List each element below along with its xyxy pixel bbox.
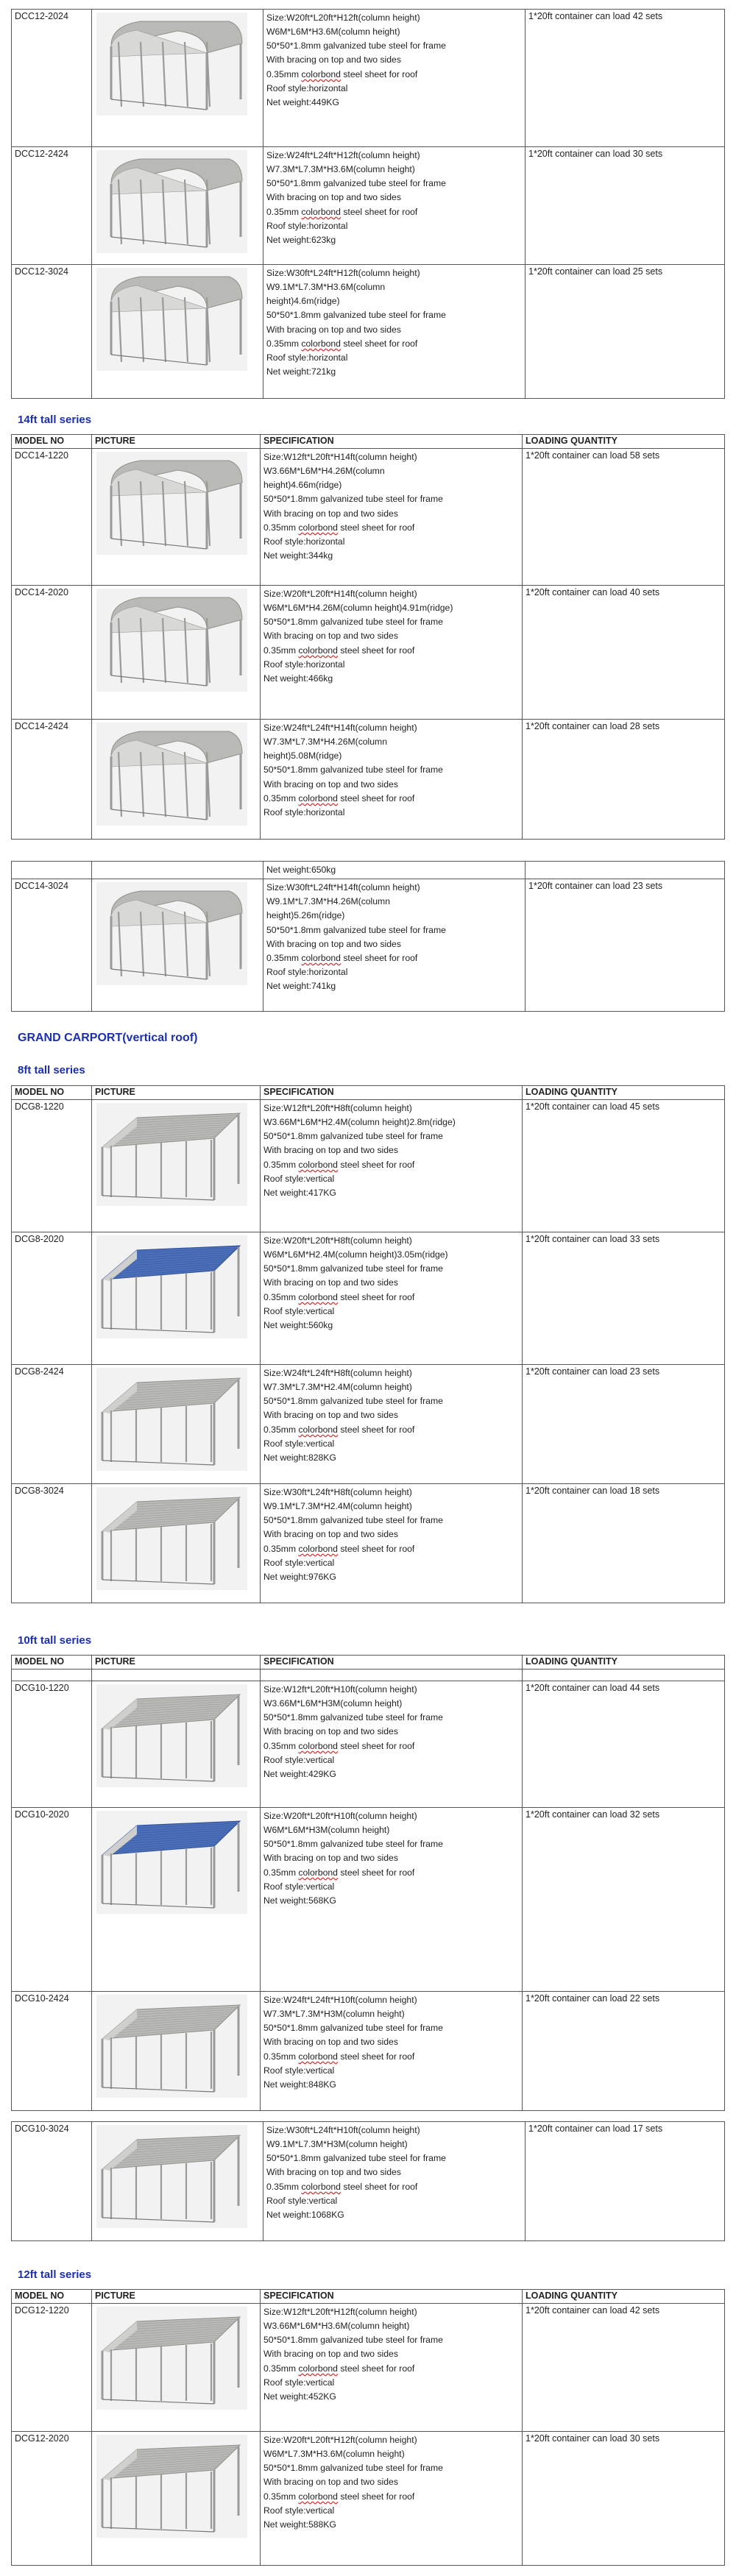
spec-line: Net weight:560kg	[263, 1319, 333, 1330]
header-loading: LOADING QUANTITY	[523, 1086, 725, 1100]
model-no: DCC14-3024	[12, 879, 92, 1012]
spec-line: W9.1M*L7.3M*H2.4M(column height)	[263, 1501, 412, 1512]
spec-line: Size:W20ft*L20ft*H14ft(column height)	[263, 589, 417, 599]
spec-line: 0.35mm colorbond steel sheet for roof	[266, 68, 418, 79]
loading-quantity: 1*20ft container can load 18 sets	[523, 1484, 725, 1603]
spec-line: Size:W24ft*L24ft*H12ft(column height)	[266, 150, 420, 160]
spec-line: Roof style:horizontal	[263, 806, 345, 817]
colorbond-word: colorbond	[298, 1543, 338, 1554]
spec-line: 50*50*1.8mm galvanized tube steel for frame	[263, 2463, 443, 2474]
spec-line: 50*50*1.8mm galvanized tube steel for frame	[263, 2335, 443, 2346]
spec-line: With bracing on top and two sides	[263, 1726, 398, 1737]
table-row	[12, 1365, 725, 1484]
spec-line: W7.3M*L7.3M*H2.4M(column height)	[263, 1382, 412, 1393]
spec-line: Size:W12ft*L20ft*H10ft(column height)	[263, 1684, 417, 1695]
model-no: DCC14-2020	[12, 586, 92, 720]
carport-picture	[92, 586, 261, 720]
spec-line: 50*50*1.8mm galvanized tube steel for frame	[266, 40, 446, 52]
spec-line: With bracing on top and two sides	[263, 2477, 398, 2488]
colorbond-word: colorbond	[298, 1740, 338, 1751]
header-picture: PICTURE	[92, 435, 261, 449]
section-title-8ft: 8ft tall series	[18, 1064, 85, 1076]
loading-quantity: 1*20ft container can load 22 sets	[523, 1992, 725, 2111]
spec-line: 0.35mm colorbond steel sheet for roof	[263, 1424, 415, 1435]
spec-line: Size:W30ft*L24ft*H8ft(column height)	[263, 1487, 412, 1497]
spec-line: With bracing on top and two sides	[266, 54, 401, 65]
spec-line: W9.1M*L7.3M*H3.6M(column	[266, 282, 386, 293]
table-row	[12, 1100, 725, 1232]
colorbond-word: colorbond	[298, 522, 338, 533]
colorbond-word: colorbond	[301, 338, 341, 349]
spec-line: 50*50*1.8mm galvanized tube steel for frame	[263, 1263, 443, 1274]
header-specification: SPECIFICATION	[261, 2290, 523, 2304]
table-header-row	[12, 2290, 725, 2304]
spec-line: Net weight:976KG	[263, 1571, 336, 1582]
spec-line: Net weight:828KG	[263, 1452, 336, 1463]
spec-line: Size:W30ft*L24ft*H14ft(column height)	[266, 882, 420, 893]
spec-line: Net weight:588KG	[263, 2519, 336, 2530]
carport-picture	[92, 2304, 261, 2432]
spec-line: 0.35mm colorbond steel sheet for roof	[263, 2051, 415, 2062]
header-specification: SPECIFICATION	[261, 1656, 523, 1670]
spec-line: Roof style:vertical	[263, 2505, 335, 2516]
spec-line: Roof style:vertical	[266, 2195, 338, 2206]
loading-quantity: 1*20ft container can load 25 sets	[526, 265, 725, 399]
spec-line: Net weight:848KG	[263, 2079, 336, 2090]
spec-line: height)4.66m(ridge)	[263, 480, 342, 491]
spec-line: Size:W30ft*L24ft*H12ft(column height)	[266, 268, 420, 278]
loading-quantity: 1*20ft container can load 40 sets	[523, 586, 725, 720]
spec-line: 0.35mm colorbond steel sheet for roof	[263, 2491, 415, 2502]
loading-quantity: 1*20ft container can load 44 sets	[523, 1681, 725, 1808]
spec-line: With bracing on top and two sides	[263, 508, 398, 519]
model-no: DCG12-1220	[12, 2304, 92, 2432]
carport-picture	[92, 1681, 261, 1808]
loading-quantity: 1*20ft container can load 17 sets	[526, 2122, 725, 2241]
spec-line: 0.35mm colorbond steel sheet for roof	[263, 792, 415, 803]
specification	[261, 1681, 523, 1808]
spec-line: W6M*L6M*H3M(column height)	[263, 1825, 390, 1836]
spec-line: height)4.6m(ridge)	[266, 296, 340, 307]
spec-line: With bracing on top and two sides	[263, 1277, 398, 1288]
table-dcg10	[11, 1655, 725, 2111]
spec-line: With bracing on top and two sides	[266, 324, 401, 335]
spec-line: W6M*L6M*H4.26M(column height)4.91m(ridge)	[263, 603, 453, 614]
spec-line: Size:W12ft*L20ft*H14ft(column height)	[263, 452, 417, 462]
spec-line: With bracing on top and two sides	[263, 1853, 398, 1864]
carport-picture	[92, 10, 263, 147]
model-no: DCG10-2020	[12, 1808, 92, 1992]
carport-picture	[92, 1484, 261, 1603]
table-dcc14	[11, 434, 725, 840]
carport-picture	[92, 1100, 261, 1232]
spec-line: W6M*L6M*H2.4M(column height)3.05m(ridge)	[263, 1249, 448, 1260]
table-dcg8	[11, 1085, 725, 1603]
spec-line: Size:W12ft*L20ft*H12ft(column height)	[263, 2307, 417, 2317]
spec-line: Net weight:568KG	[263, 1895, 336, 1906]
spec-line: 0.35mm colorbond steel sheet for roof	[266, 206, 418, 217]
specification	[261, 1808, 523, 1992]
spec-line: Net weight:741kg	[266, 981, 336, 992]
spec-line: W3.66M*L6M*H2.4M(column height)2.8m(ridge)	[263, 1117, 456, 1128]
spec-line: W9.1M*L7.3M*H3M(column height)	[266, 2139, 408, 2150]
spec-line: Net weight:452KG	[263, 2391, 336, 2402]
spec-line: 50*50*1.8mm galvanized tube steel for frame	[263, 764, 443, 776]
spec-line: 50*50*1.8mm galvanized tube steel for frame	[263, 2023, 443, 2034]
spec-line: W9.1M*L7.3M*H4.26M(column	[266, 896, 390, 907]
spec-line: With bracing on top and two sides	[266, 192, 401, 203]
table-dcc12	[11, 9, 725, 399]
header-model: MODEL NO	[12, 2290, 92, 2304]
spec-line: W7.3M*L7.3M*H4.26M(column	[263, 737, 387, 748]
specification	[263, 879, 526, 1012]
spec-line: Size:W12ft*L20ft*H8ft(column height)	[263, 1103, 412, 1113]
spec-line: 50*50*1.8mm galvanized tube steel for frame	[263, 1839, 443, 1850]
table-row	[12, 10, 725, 147]
specification	[263, 10, 526, 147]
table-row	[12, 862, 725, 879]
table-header-row	[12, 1086, 725, 1100]
spec-line: With bracing on top and two sides	[263, 2349, 398, 2360]
carport-picture	[92, 2122, 263, 2241]
loading-quantity: 1*20ft container can load 30 sets	[526, 147, 725, 265]
spec-line: Net weight:623kg	[266, 234, 336, 245]
specification	[261, 1100, 523, 1232]
table-row	[12, 1681, 725, 1808]
spec-line: W3.66M*L6M*H3.6M(column height)	[263, 2321, 410, 2332]
spec-line: 0.35mm colorbond steel sheet for roof	[263, 1291, 415, 1302]
table-header-row	[12, 435, 725, 449]
colorbond-word: colorbond	[298, 2491, 338, 2502]
model-no: DCC12-2024	[12, 10, 92, 147]
spec-line: Roof style:horizontal	[263, 536, 345, 547]
header-model: MODEL NO	[12, 435, 92, 449]
spec-line: 0.35mm colorbond steel sheet for roof	[266, 952, 418, 963]
specification	[261, 1365, 523, 1484]
spec-line: 50*50*1.8mm galvanized tube steel for frame	[263, 1712, 443, 1723]
colorbond-word: colorbond	[301, 2181, 341, 2192]
section-title-10ft: 10ft tall series	[18, 1634, 92, 1647]
table-row	[12, 1484, 725, 1603]
carport-picture	[92, 265, 263, 399]
table-row	[12, 265, 725, 399]
header-loading: LOADING QUANTITY	[523, 435, 725, 449]
spec-line: 0.35mm colorbond steel sheet for roof	[266, 338, 418, 349]
spec-line: Roof style:vertical	[263, 1305, 335, 1316]
spec-line: 0.35mm colorbond steel sheet for roof	[263, 2363, 415, 2374]
loading-quantity: 1*20ft container can load 23 sets	[526, 879, 725, 1012]
carport-picture	[92, 449, 261, 586]
carport-picture	[92, 2432, 261, 2566]
spec-line: Roof style:vertical	[263, 1173, 335, 1184]
spec-line: height)5.08M(ridge)	[263, 751, 342, 762]
spec-line: W6M*L7.3M*H3.6M(column height)	[263, 2449, 405, 2460]
spec-line: 50*50*1.8mm galvanized tube steel for frame	[263, 1515, 443, 1526]
spec-line: W3.66M*L6M*H3M(column height)	[263, 1698, 403, 1709]
spec-line: With bracing on top and two sides	[263, 1145, 398, 1156]
spec-line: With bracing on top and two sides	[263, 1410, 398, 1421]
colorbond-word: colorbond	[301, 952, 341, 963]
spec-line: 50*50*1.8mm galvanized tube steel for frame	[263, 1396, 443, 1407]
model-no: DCG12-2020	[12, 2432, 92, 2566]
spec-line: 0.35mm colorbond steel sheet for roof	[263, 1740, 415, 1751]
specification	[261, 2304, 523, 2432]
carport-picture	[92, 1992, 261, 2111]
spec-line: 0.35mm colorbond steel sheet for roof	[263, 1159, 415, 1170]
spec-line: Roof style:horizontal	[266, 82, 348, 93]
spec-line: Net weight:721kg	[266, 366, 336, 377]
spec-line: Roof style:horizontal	[266, 967, 348, 978]
table-row	[12, 2122, 725, 2241]
spec-line: height)5.26m(ridge)	[266, 910, 345, 921]
colorbond-word: colorbond	[301, 206, 341, 217]
loading-quantity: 1*20ft container can load 45 sets	[523, 1100, 725, 1232]
specification	[261, 720, 523, 840]
table-row	[12, 449, 725, 586]
specification	[263, 265, 526, 399]
loading-quantity: 1*20ft container can load 23 sets	[523, 1365, 725, 1484]
header-model: MODEL NO	[12, 1656, 92, 1670]
model-no: DCC14-1220	[12, 449, 92, 586]
spec-line: Size:W24ft*L24ft*H8ft(column height)	[263, 1368, 412, 1378]
colorbond-word: colorbond	[298, 2363, 338, 2374]
colorbond-word: colorbond	[298, 2051, 338, 2062]
spec-line: Size:W20ft*L20ft*H12ft(column height)	[266, 13, 420, 23]
spec-line: Size:W20ft*L20ft*H10ft(column height)	[263, 1811, 417, 1821]
spec-line: Roof style:vertical	[263, 2377, 335, 2388]
model-no: DCG8-2020	[12, 1232, 92, 1365]
specification	[263, 2122, 526, 2241]
colorbond-word: colorbond	[301, 68, 341, 79]
spec-line: W3.66M*L6M*H4.26M(column	[263, 466, 385, 477]
loading-quantity: 1*20ft container can load 42 sets	[523, 2304, 725, 2432]
colorbond-word: colorbond	[298, 1159, 338, 1170]
model-no: DCC12-3024	[12, 265, 92, 399]
spec-line: Roof style:vertical	[263, 2065, 335, 2076]
spec-line: With bracing on top and two sides	[263, 2037, 398, 2048]
model-no: DCG10-1220	[12, 1681, 92, 1808]
spec-line: W6M*L6M*H3.6M(column height)	[266, 26, 400, 38]
spec-line: With bracing on top and two sides	[266, 938, 401, 949]
header-picture: PICTURE	[92, 2290, 261, 2304]
model-no: DCG10-2424	[12, 1992, 92, 2111]
spec-line: 0.35mm colorbond steel sheet for roof	[266, 2181, 418, 2192]
spec-line: With bracing on top and two sides	[263, 1529, 398, 1540]
table-header-row	[12, 1656, 725, 1670]
spec-line: Roof style:horizontal	[263, 659, 345, 670]
spec-line: Size:W24ft*L24ft*H14ft(column height)	[263, 723, 417, 733]
table-row	[12, 879, 725, 1012]
specification	[261, 1992, 523, 2111]
spec-line: 50*50*1.8mm galvanized tube steel for frame	[263, 1131, 443, 1142]
specification	[263, 147, 526, 265]
spec-line: 0.35mm colorbond steel sheet for roof	[263, 522, 415, 533]
loading-quantity: 1*20ft container can load 42 sets	[526, 10, 725, 147]
colorbond-word: colorbond	[298, 1867, 338, 1878]
spec-line: Net weight:650kg	[263, 862, 526, 879]
spec-line: Size:W24ft*L24ft*H10ft(column height)	[263, 1995, 417, 2005]
spec-line: Roof style:vertical	[263, 1754, 335, 1765]
spec-line: Net weight:466kg	[263, 673, 333, 684]
header-picture: PICTURE	[92, 1656, 261, 1670]
table-row	[12, 1808, 725, 1992]
table-dcg12	[11, 2289, 725, 2566]
spec-line: Roof style:vertical	[263, 1438, 335, 1449]
model-no: DCG8-1220	[12, 1100, 92, 1232]
spec-line: Roof style:horizontal	[266, 220, 348, 231]
spec-line: W7.3M*L7.3M*H3M(column height)	[263, 2009, 405, 2020]
spec-line: Roof style:horizontal	[266, 352, 348, 363]
spec-line: Net weight:449KG	[266, 96, 339, 107]
header-loading: LOADING QUANTITY	[523, 1656, 725, 1670]
header-specification: SPECIFICATION	[261, 435, 523, 449]
table-row	[12, 720, 725, 840]
colorbond-word: colorbond	[298, 645, 338, 656]
specification	[261, 586, 523, 720]
header-picture: PICTURE	[92, 1086, 261, 1100]
carport-picture	[92, 879, 263, 1012]
spec-line: Net weight:417KG	[263, 1187, 336, 1198]
spec-line: 50*50*1.8mm galvanized tube steel for frame	[263, 617, 443, 628]
loading-quantity: 1*20ft container can load 33 sets	[523, 1232, 725, 1365]
table-row	[12, 2432, 725, 2566]
model-no: DCC14-2424	[12, 720, 92, 840]
carport-picture	[92, 1808, 261, 1992]
model-no: DCG10-3024	[12, 2122, 92, 2241]
spec-line: 0.35mm colorbond steel sheet for roof	[263, 645, 415, 656]
table-row	[12, 586, 725, 720]
model-no: DCC12-2424	[12, 147, 92, 265]
spec-line: Net weight:344kg	[263, 550, 333, 561]
spec-line: Roof style:vertical	[263, 1881, 335, 1892]
loading-quantity: 1*20ft container can load 30 sets	[523, 2432, 725, 2566]
header-model: MODEL NO	[12, 1086, 92, 1100]
spec-line: 50*50*1.8mm galvanized tube steel for frame	[266, 2153, 446, 2164]
table-row	[12, 147, 725, 265]
carport-picture	[92, 1232, 261, 1365]
loading-quantity: 1*20ft container can load 28 sets	[523, 720, 725, 840]
model-no: DCG8-3024	[12, 1484, 92, 1603]
spec-line: 0.35mm colorbond steel sheet for roof	[263, 1867, 415, 1878]
colorbond-word: colorbond	[298, 792, 338, 803]
spec-line: With bracing on top and two sides	[263, 631, 398, 642]
table-dcg10-cont	[11, 2121, 725, 2241]
spec-line: With bracing on top and two sides	[266, 2167, 401, 2178]
section-title-12ft: 12ft tall series	[18, 2268, 92, 2281]
spec-line: 50*50*1.8mm galvanized tube steel for frame	[263, 494, 443, 505]
spec-line: 50*50*1.8mm galvanized tube steel for frame	[266, 178, 446, 189]
header-loading: LOADING QUANTITY	[523, 2290, 725, 2304]
spec-line: Net weight:429KG	[263, 1768, 336, 1779]
section-title-14ft: 14ft tall series	[18, 414, 92, 426]
carport-picture	[92, 1365, 261, 1484]
model-no: DCG8-2424	[12, 1365, 92, 1484]
specification	[261, 1484, 523, 1603]
spec-line: With bracing on top and two sides	[263, 778, 398, 790]
specification	[261, 2432, 523, 2566]
specification	[261, 1232, 523, 1365]
spec-line: Net weight:1068KG	[266, 2209, 344, 2220]
spec-line: 50*50*1.8mm galvanized tube steel for frame	[266, 924, 446, 935]
table-row	[12, 1232, 725, 1365]
spec-line: Size:W30ft*L24ft*H10ft(column height)	[266, 2125, 420, 2135]
carport-picture	[92, 147, 263, 265]
spec-line: Size:W20ft*L20ft*H8ft(column height)	[263, 1235, 412, 1246]
colorbond-word: colorbond	[298, 1291, 338, 1302]
table-row	[12, 1992, 725, 2111]
table-dcc14-cont	[11, 861, 725, 1012]
loading-quantity: 1*20ft container can load 32 sets	[523, 1808, 725, 1992]
spec-line: Roof style:vertical	[263, 1557, 335, 1568]
carport-picture	[92, 720, 261, 840]
spec-line: W7.3M*L7.3M*H3.6M(column height)	[266, 164, 415, 175]
header-specification: SPECIFICATION	[261, 1086, 523, 1100]
spec-line: 50*50*1.8mm galvanized tube steel for frame	[266, 310, 446, 321]
spec-line: 0.35mm colorbond steel sheet for roof	[263, 1543, 415, 1554]
table-row	[12, 2304, 725, 2432]
colorbond-word: colorbond	[298, 1424, 338, 1435]
grand-carport-title: GRAND CARPORT(vertical roof)	[18, 1032, 198, 1044]
specification	[261, 449, 523, 586]
spec-line: Size:W20ft*L20ft*H12ft(column height)	[263, 2435, 417, 2445]
loading-quantity: 1*20ft container can load 58 sets	[523, 449, 725, 586]
